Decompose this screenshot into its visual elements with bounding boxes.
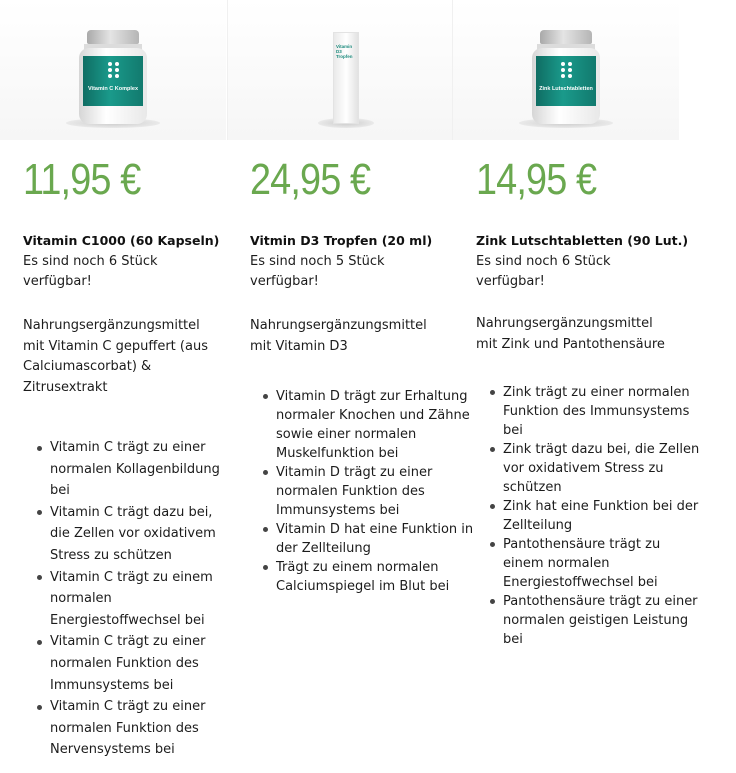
availability-text: Es sind noch 5 Stück verfügbar! xyxy=(250,254,385,289)
availability-text: Es sind noch 6 Stück verfügbar! xyxy=(23,254,158,289)
benefit-list xyxy=(276,387,476,596)
list-item: Vitamin C trägt zu einem normalen Energiestoffwechsel bei xyxy=(50,567,230,632)
bottle-label-text: Vitamin C Komplex xyxy=(87,86,139,92)
product-price: 14,95 € xyxy=(476,155,597,204)
product-price: 11,95 € xyxy=(23,155,141,204)
product-description: Nahrungsergänzungsmittel mit Vitamin D3 xyxy=(250,318,427,354)
bottle-label xyxy=(536,56,596,106)
availability-text: Es sind noch 6 Stück verfügbar! xyxy=(476,254,611,289)
logo-dots-icon xyxy=(108,62,120,78)
list-item: Zink trägt zu einer normalen Funktion des Immunsystems bei xyxy=(503,383,703,440)
bottle-label-text: Zink Lutschtabletten xyxy=(539,86,593,92)
list-item: Vitamin C trägt zu einer normalen Funktion des Immunsystems bei xyxy=(50,631,230,696)
dropper-label-text: Vitamin D3 Tropfen xyxy=(336,44,353,59)
bottle-label xyxy=(83,56,143,106)
product-description: Nahrungsergänzungsmittel mit Vitamin C gepuffert (aus Calciumascorbat) & Zitrusextrakt xyxy=(23,318,208,395)
list-item: Zink trägt dazu bei, die Zellen vor oxidativem Stress zu schützen xyxy=(503,440,703,497)
product-description: Nahrungsergänzungsmittel mit Zink und Pantothensäure xyxy=(476,316,665,352)
list-item: Vitamin D hat eine Funktion in der Zellteilung xyxy=(276,520,476,558)
bottle-lid xyxy=(540,30,592,44)
list-item: Vitamin D trägt zur Erhaltung normaler Knochen und Zähne sowie einer normalen Muskelfunktion bei xyxy=(276,387,476,463)
bottle-image xyxy=(79,30,147,124)
bottle-body xyxy=(532,48,600,124)
list-item: Vitamin C trägt zu einer normalen Kollagenbildung bei xyxy=(50,437,230,502)
product-image[interactable] xyxy=(453,0,679,140)
product-title[interactable]: Vitamin C1000 (60 Kapseln) xyxy=(23,233,220,248)
bottle-body xyxy=(79,48,147,124)
list-item: Vitamin D trägt zu einer normalen Funktion des Immunsystems bei xyxy=(276,463,476,520)
logo-dots-icon xyxy=(561,62,573,78)
bottle-image xyxy=(532,30,600,124)
dropper-image xyxy=(333,32,359,124)
product-image[interactable] xyxy=(227,0,453,140)
benefit-list xyxy=(503,383,703,649)
product-title[interactable]: Zink Lutschtabletten (90 Lut.) xyxy=(476,233,689,248)
list-item: Vitamin C trägt zu einer normalen Funktion des Nervensystems bei xyxy=(50,696,230,761)
benefit-list xyxy=(50,437,230,761)
list-item: Pantothensäure trägt zu einem normalen Energiestoffwechsel bei xyxy=(503,535,703,592)
product-title[interactable]: Vitmin D3 Tropfen (20 ml) xyxy=(250,233,433,248)
product-image[interactable] xyxy=(0,0,226,140)
list-item: Vitamin C trägt dazu bei, die Zellen vor oxidativem Stress zu schützen xyxy=(50,502,230,567)
list-item: Zink hat eine Funktion bei der Zellteilung xyxy=(503,497,703,535)
bottle-lid xyxy=(87,30,139,44)
list-item: Pantothensäure trägt zu einer normalen geistigen Leistung bei xyxy=(503,592,703,649)
product-price: 24,95 € xyxy=(250,155,371,204)
list-item: Trägt zu einem normalen Calciumspiegel im Blut bei xyxy=(276,558,476,596)
